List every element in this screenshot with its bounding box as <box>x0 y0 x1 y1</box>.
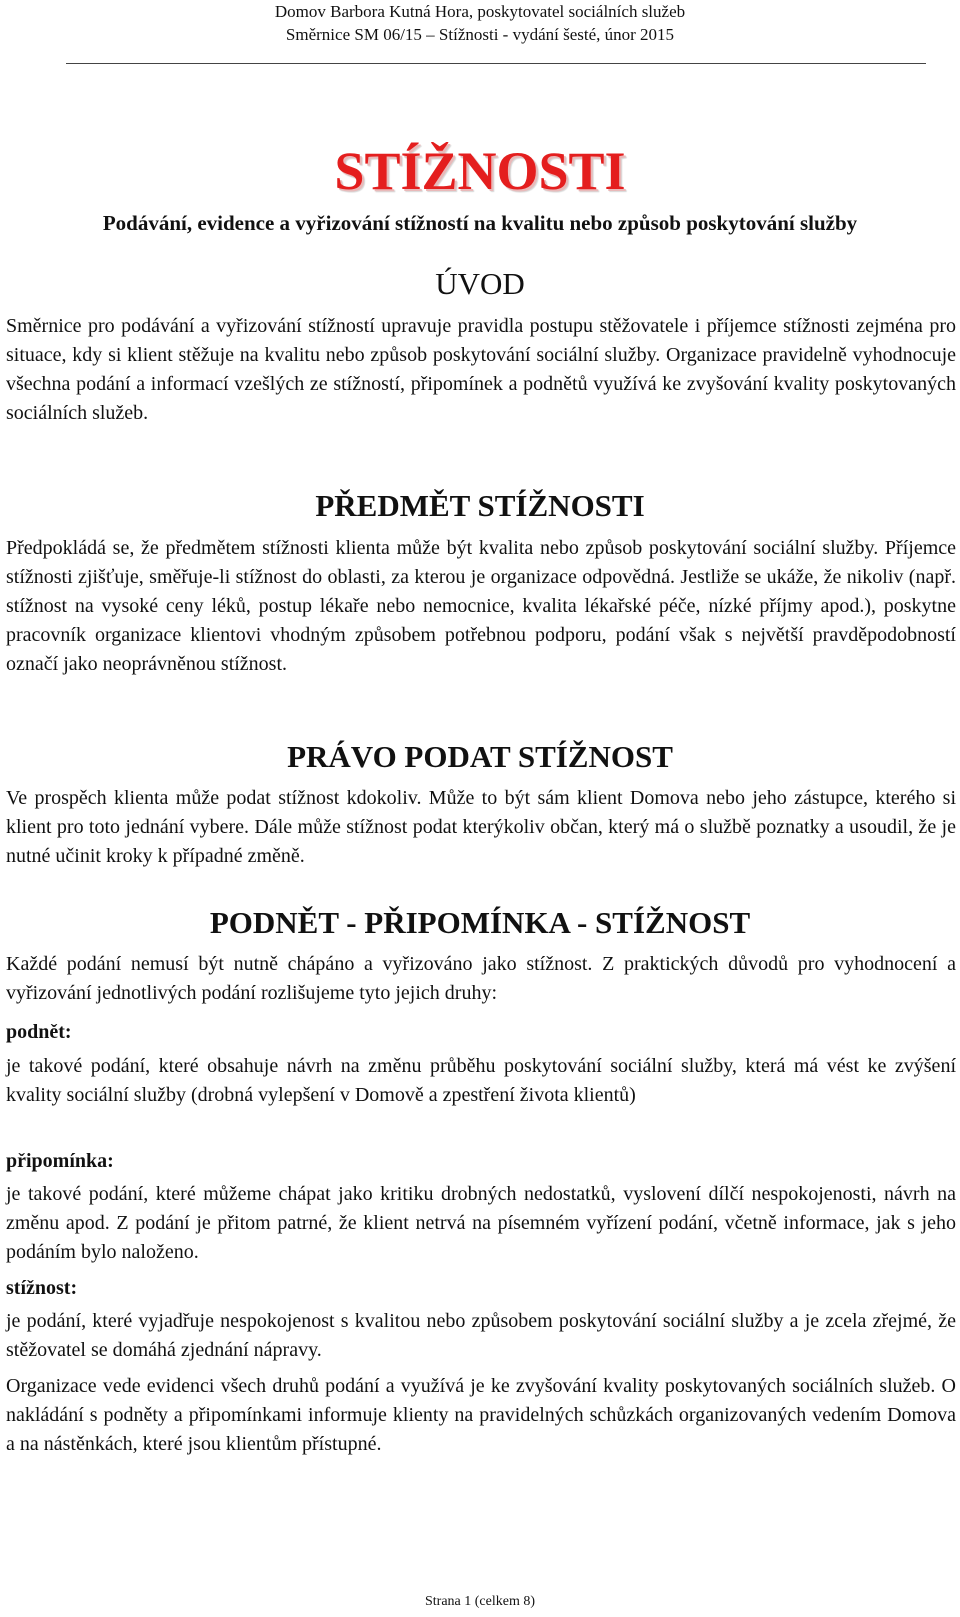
document-subtitle: Podávání, evidence a vyřizování stížností na kvalitu nebo způsob poskytování služby <box>102 211 858 235</box>
term-podnet: podnět: <box>6 1021 72 1043</box>
page-number: Strana 1 (celkem 8) <box>424 1594 535 1609</box>
paragraph-stiznost-definition: je podání, které vyjadřuje nespokojenost s kvalitou nebo způsobem poskytování sociální služby a je zcela zřejmé, že stěžovatel se domáhá zjednání nápravy. <box>6 1310 956 1361</box>
paragraph-podnet-intro: Každé podání nemusí být nutně chápáno a vyřizováno jako stížnost. Z praktických důvodů pro vyhodnocení a vyřizování jednotlivých podání rozlišujeme tyto jejich druhy: <box>6 953 956 1004</box>
paragraph-closing: Organizace vede evidenci všech druhů podání a využívá je ke zvyšování kvality poskytovaných sociálních služeb. O nakládání s podněty a připomínkami informuje klienty na pravidelných schůzkách organizovaných vedením Domova a na nástěnkách, které jsou klientům přístupné. <box>6 1375 956 1455</box>
heading-pravo: PRÁVO PODAT STÍŽNOST <box>287 739 673 774</box>
header-directive: Směrnice SM 06/15 – Stížnosti - vydání šesté, únor 2015 <box>285 25 675 44</box>
heading-predmet: PŘEDMĚT STÍŽNOSTI <box>315 488 645 523</box>
document-title: STÍŽNOSTI <box>334 141 626 201</box>
header-organization: Domov Barbora Kutná Hora, poskytovatel sociálních služeb <box>274 2 686 21</box>
term-stiznost: stížnost: <box>6 1277 78 1299</box>
paragraph-podnet-definition: je takové podání, které obsahuje návrh na změnu průběhu poskytování sociální služby, která má vést ke zvýšení kvality sociální služby (drobná vylepšení v Domově a zpestření života klientů) <box>6 1055 956 1106</box>
paragraph-pravo: Ve prospěch klienta může podat stížnost kdokoliv. Může to být sám klient Domova nebo jeho zástupce, kterého si klient pro toto jednání vybere. Dále může stížnost podat kterýkoliv občan, který má o službě poznatky a usoudil, že je nutné učinit kroky k případné změně. <box>6 787 956 867</box>
heading-uvod: ÚVOD <box>435 266 525 301</box>
header-divider <box>66 63 926 64</box>
paragraph-predmet: Předpokládá se, že předmětem stížnosti klienta může být kvalita nebo způsob poskytování sociální služby. Příjemce stížnosti zjišťuje, směřuje-li stížnost do oblasti, za kterou je organizace odpovědná. Jestliže se ukáže, že nikoliv (např. stížnost na vysoké ceny léků, postup lékaře nebo nemocnice, kvalita lékařské péče, nízké příjmy apod.), poskytne pracovník organizace klientovi vhodným způsobem potřebnou podporu, podání však s největší pravděpodobností označí jako neoprávněnou stížnost. <box>6 537 956 675</box>
term-pripominka: připomínka: <box>6 1150 114 1172</box>
paragraph-pripominka-definition: je takové podání, které můžeme chápat jako kritiku drobných nedostatků, vyslovení dílčí nespokojenosti, návrh na změnu apod. Z podání je přitom patrné, že klient netrvá na písemném vyřízení podání, včetně informace, jak s jeho podáním bylo naloženo. <box>6 1183 956 1263</box>
document-header <box>0 0 960 46</box>
heading-podnet: PODNĚT - PŘIPOMÍNKA - STÍŽNOST <box>209 905 751 940</box>
paragraph-uvod: Směrnice pro podávání a vyřizování stížností upravuje pravidla postupu stěžovatele i příjemce stížnosti zejména pro situace, kdy si klient stěžuje na kvalitu nebo způsob poskytování sociální služby. Organizace pravidelně vyhodnocuje všechna podání a informací vzešlých ze stížností, připomínek a podnětů využívá ke zvyšování kvality poskytovaných sociálních služeb. <box>6 315 956 424</box>
